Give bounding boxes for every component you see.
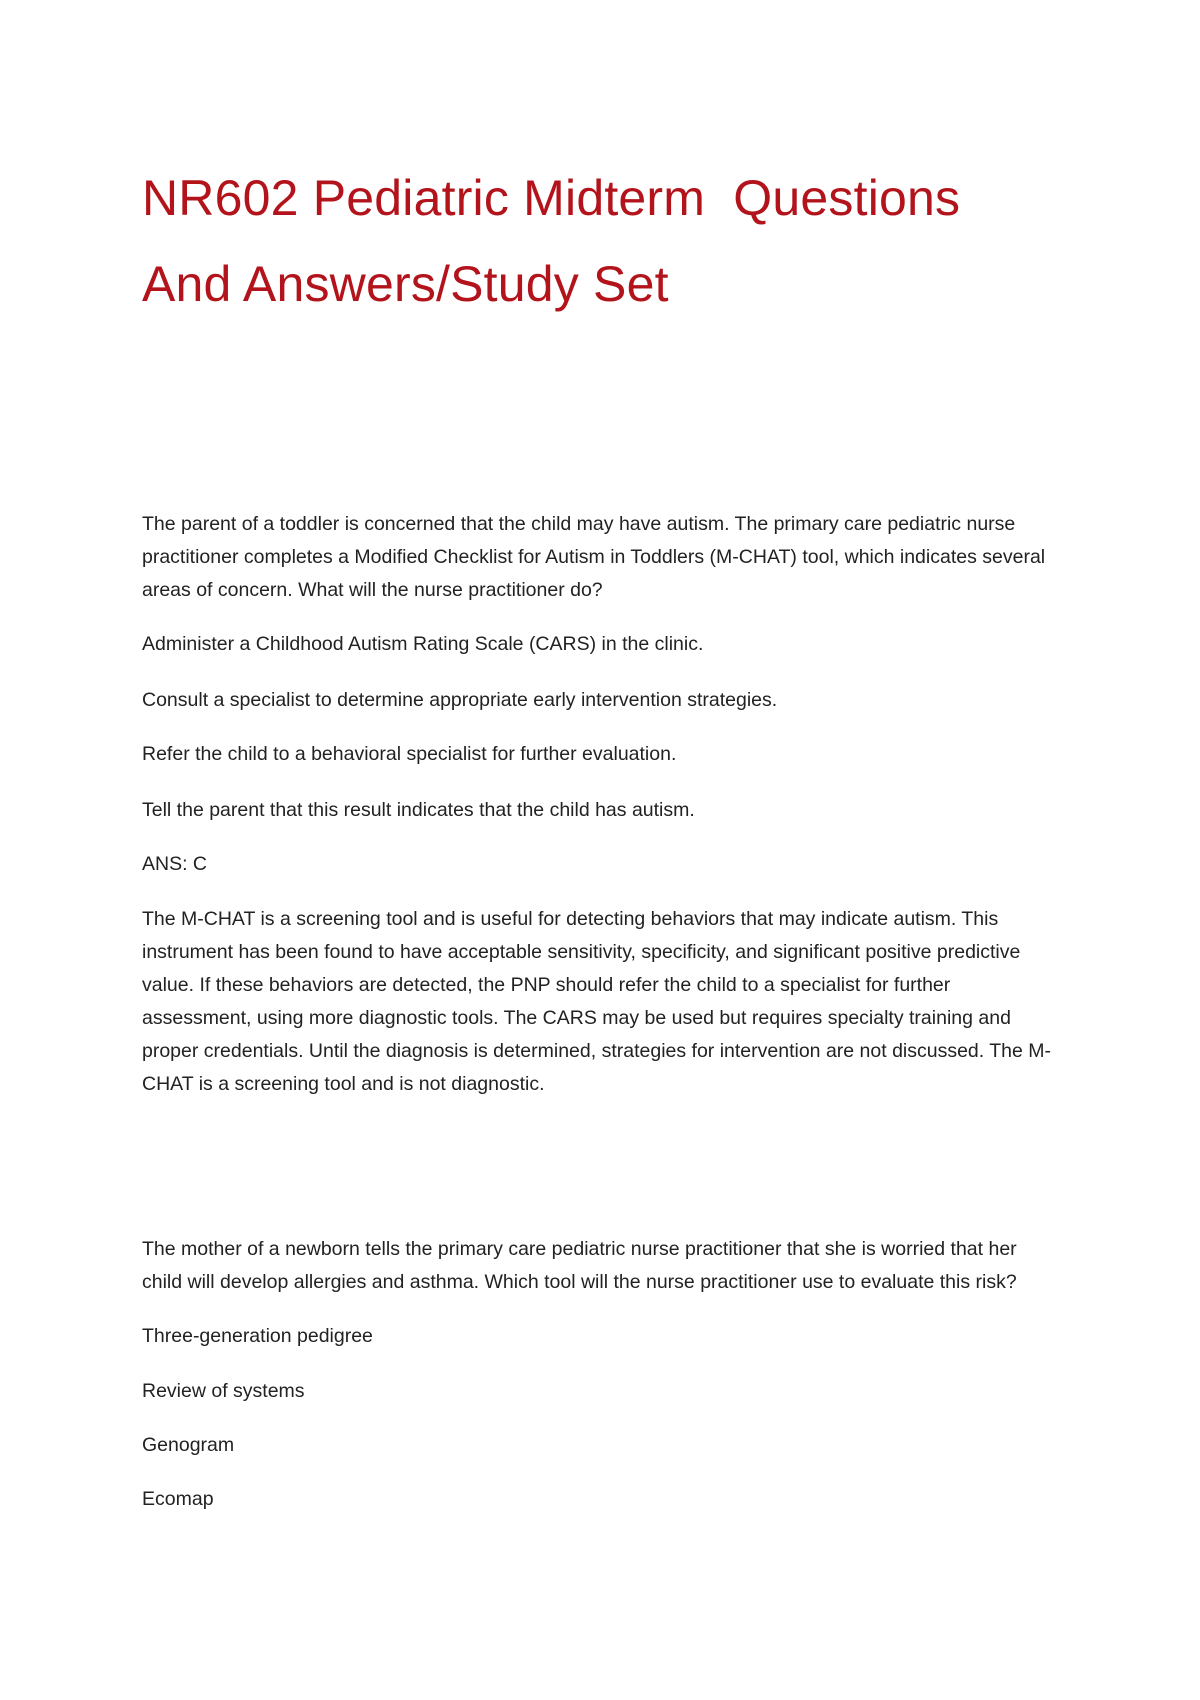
question-1-rationale: The M-CHAT is a screening tool and is useful for detecting behaviors that may indicate autism. This instrument has been found to have acceptable sensitivity, specificity, and significant positive predictive value. If these behaviors are detected, the PNP should refer the child to a specialist for further assessment, using more diagnostic tools. The CARS may be used but requires specialty training and proper credentials. Until the diagnosis is determined, strategies for intervention are not discussed. The M-CHAT is a screening tool and is not diagnostic. — [142, 908, 1052, 1095]
question-1-option-a: Administer a Childhood Autism Rating Scale (CARS) in the clinic. — [142, 633, 704, 655]
question-2-option-a: Three-generation pedigree — [142, 1325, 373, 1347]
question-1-option-d: Tell the parent that this result indicates that the child has autism. — [142, 799, 695, 821]
question-1-stem: The parent of a toddler is concerned that the child may have autism. The primary care pediatric nurse practitioner completes a Modified Checklist for Autism in Toddlers (M-CHAT) tool, which indicates several areas of concern. What will the nurse practitioner do? — [142, 513, 1046, 601]
document-title — [142, 155, 1102, 327]
question-1-option-c: Refer the child to a behavioral specialist for further evaluation. — [142, 743, 677, 765]
question-1-option-b: Consult a specialist to determine appropriate early intervention strategies. — [142, 689, 778, 711]
question-2-stem: The mother of a newborn tells the primary care pediatric nurse practitioner that she is worried that her child will develop allergies and asthma. Which tool will the nurse practitioner use to evaluate this risk? — [142, 1238, 1017, 1293]
question-1-answer: ANS: C — [142, 853, 208, 875]
title-line-1: NR602 Pediatric Midterm Questions — [142, 170, 961, 226]
question-2-option-b: Review of systems — [142, 1380, 305, 1402]
question-2-option-c: Genogram — [142, 1434, 235, 1456]
question-2-option-d: Ecomap — [142, 1488, 214, 1510]
title-line-2: And Answers/Study Set — [142, 256, 669, 312]
